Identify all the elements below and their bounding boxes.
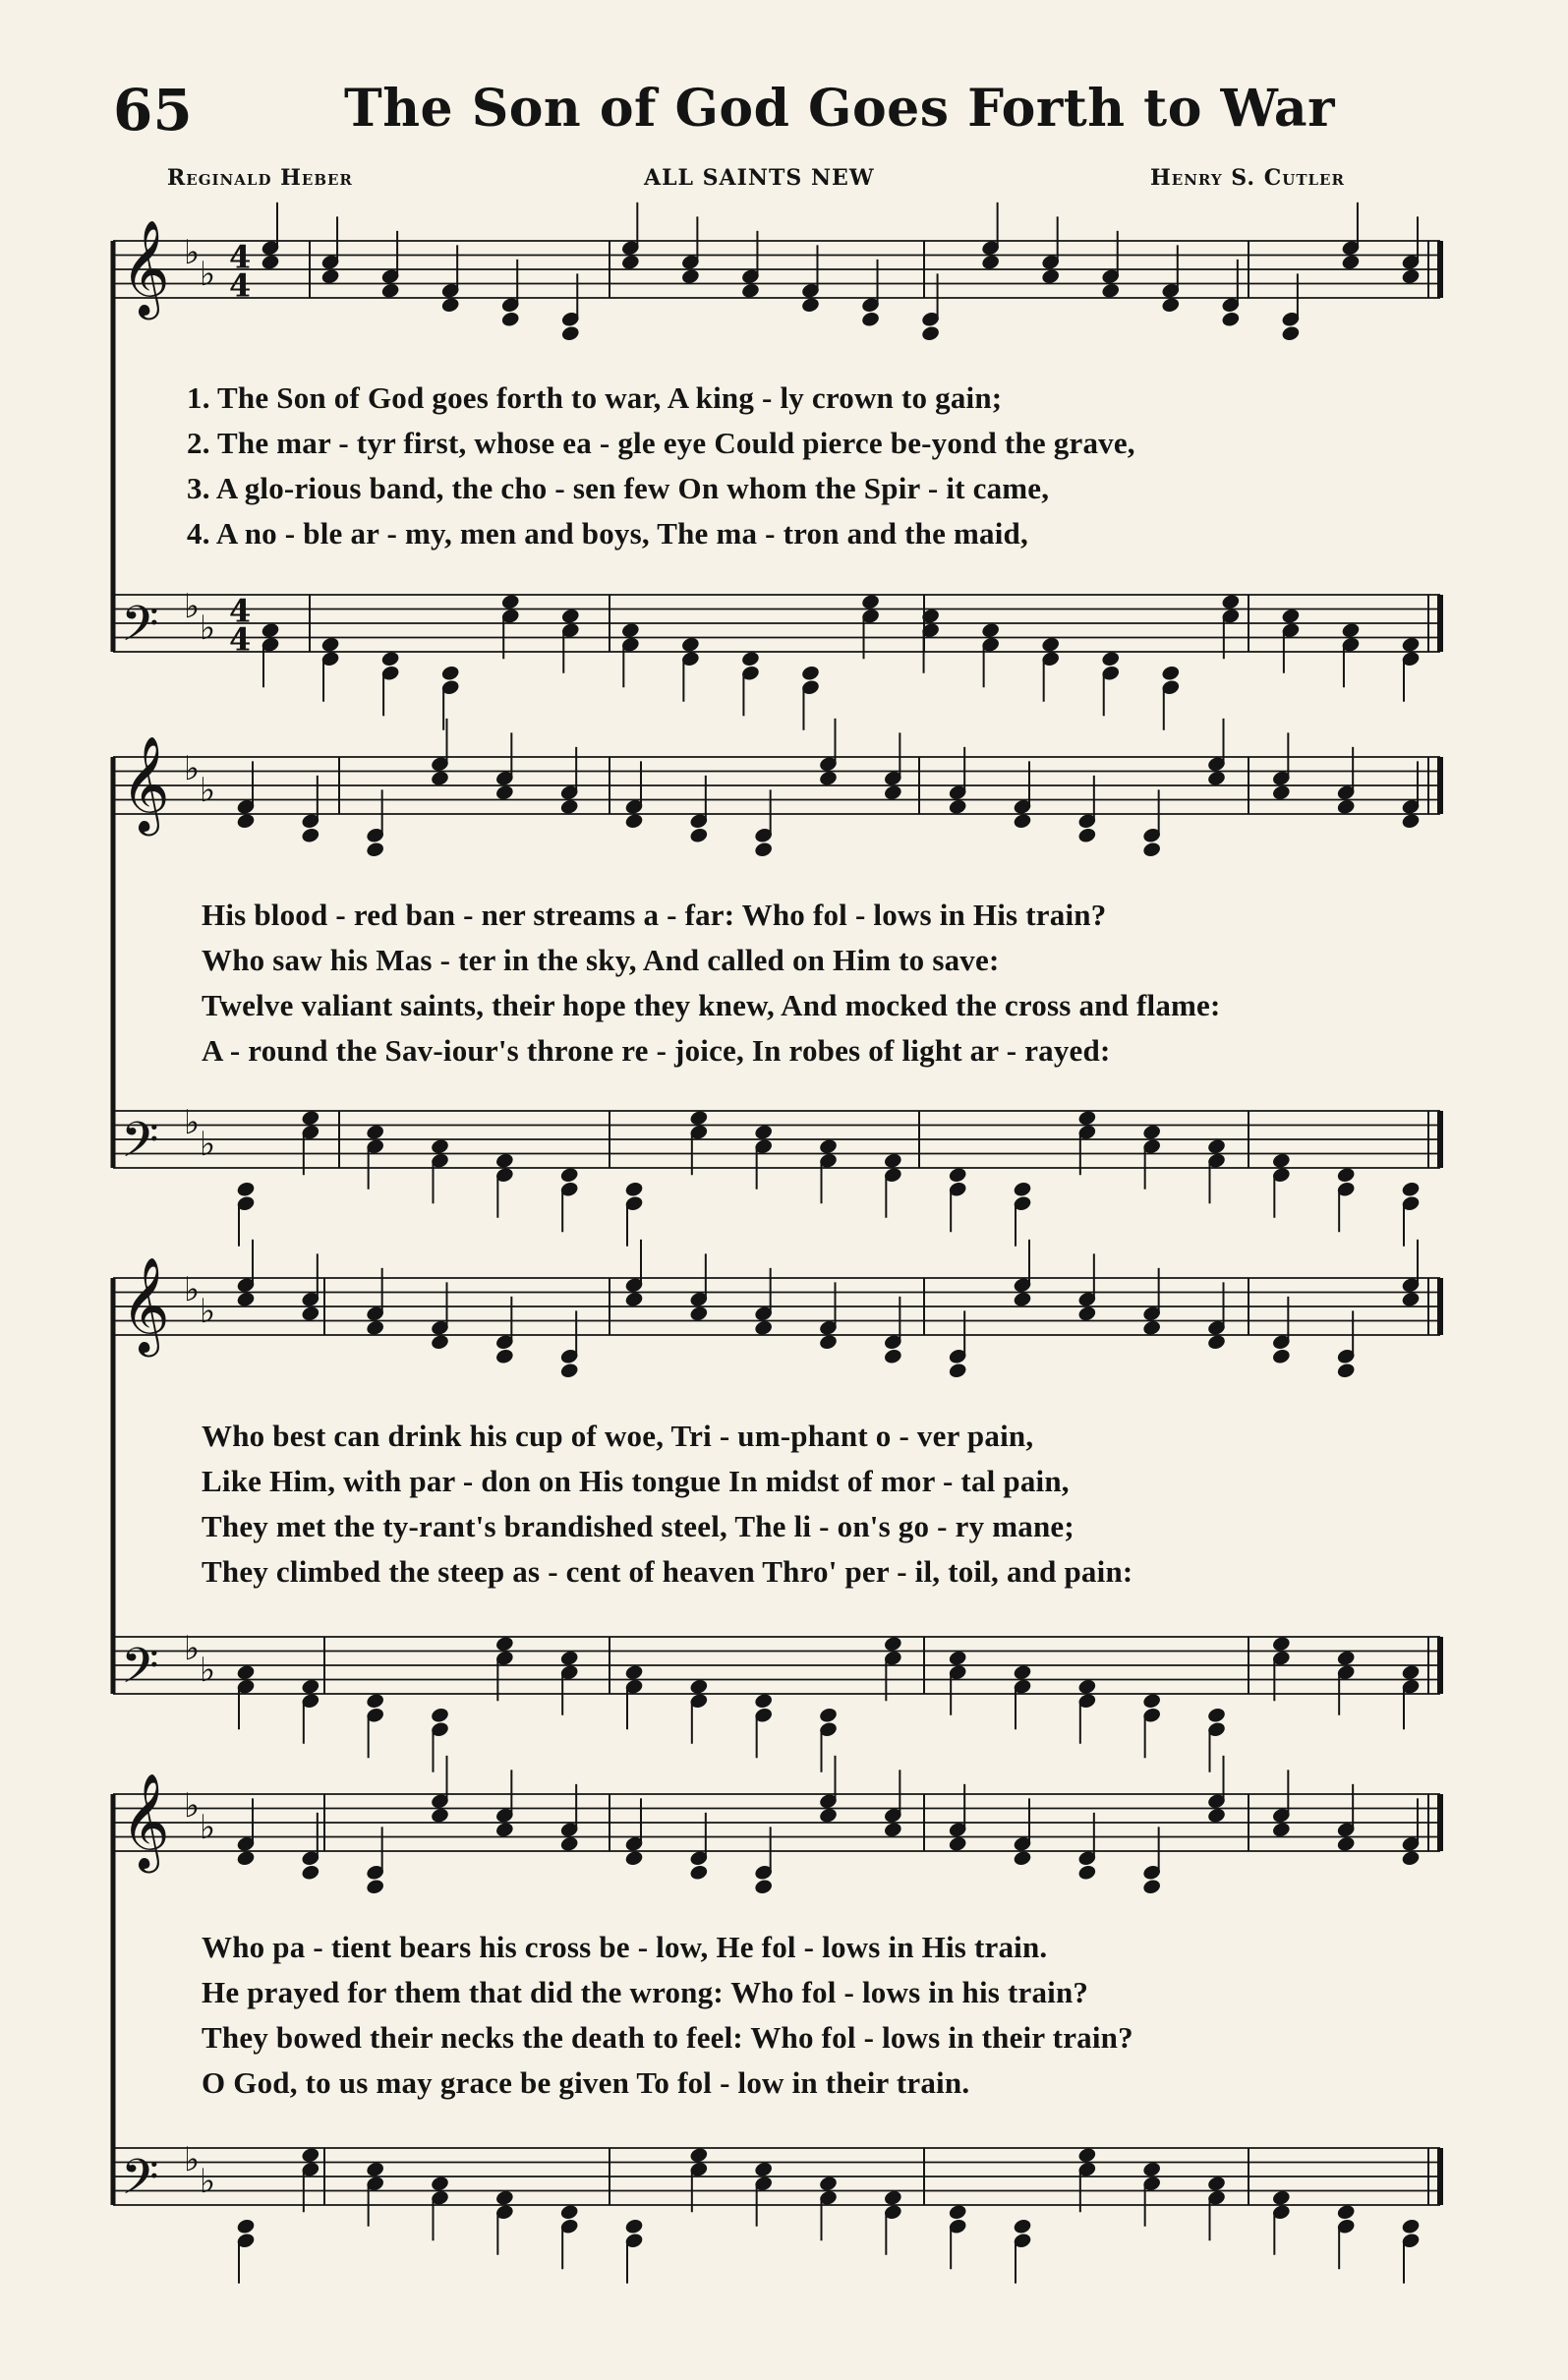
time-signature: 4: [229, 592, 252, 630]
lyric-line: 3. A glo-rious band, the cho - sen few On whom the Spir - it came,: [187, 471, 1050, 505]
note-head: [365, 1319, 384, 1337]
note-head: [559, 1166, 579, 1184]
note-head: [365, 1692, 384, 1710]
note-head: [1336, 2203, 1356, 2221]
note-head: [800, 296, 820, 314]
lyric-line: They bowed their necks the death to feel: Who fol - lows in their train?: [202, 2020, 1133, 2055]
note-head: [1013, 1291, 1032, 1308]
note-head: [500, 593, 520, 610]
note-head: [1401, 1849, 1421, 1867]
note-head: [1206, 1137, 1226, 1155]
note-head: [1336, 1650, 1356, 1667]
note-head: [689, 1678, 709, 1696]
note-head: [1271, 784, 1291, 801]
note-head: [1077, 1864, 1097, 1882]
time-signature: 4: [229, 620, 252, 659]
treble-clef-icon: 𝄞: [121, 1256, 170, 1353]
note-head: [380, 650, 400, 668]
note-head: [494, 1635, 514, 1653]
flat-sign-icon: ♭: [184, 233, 201, 273]
flat-sign-icon: ♭: [184, 749, 201, 789]
note-head: [818, 1707, 838, 1724]
note-head: [236, 812, 256, 830]
flat-sign-icon: ♭: [200, 2161, 216, 2201]
note-head: [620, 254, 640, 271]
note-head: [883, 784, 902, 801]
time-signature: 4: [229, 266, 252, 305]
note-head: [1336, 798, 1356, 816]
note-head: [559, 2203, 579, 2221]
flat-sign-icon: ♭: [184, 2140, 201, 2180]
note-head: [500, 311, 520, 328]
note-head: [689, 827, 709, 844]
note-head: [1101, 282, 1121, 300]
note-head: [430, 1333, 449, 1351]
note-head: [1401, 1181, 1421, 1198]
flat-sign-icon: ♭: [184, 1786, 201, 1827]
note-head: [948, 798, 967, 816]
note-head: [1401, 636, 1421, 654]
note-head: [753, 1878, 773, 1895]
flat-sign-icon: ♭: [184, 587, 201, 627]
hymn-title: The Son of God Goes Forth to War: [344, 79, 1335, 139]
note-head: [430, 770, 449, 787]
bass-clef-icon: 𝄢: [121, 2149, 159, 2218]
flat-sign-icon: ♭: [184, 1629, 201, 1669]
note-head: [689, 2146, 709, 2164]
note-head: [430, 1137, 449, 1155]
note-head: [560, 608, 580, 625]
lyric-line: He prayed for them that did the wrong: Who fol - lows in his train?: [202, 1975, 1089, 2009]
note-head: [1141, 1319, 1161, 1337]
note-head: [1401, 1291, 1421, 1308]
note-head: [753, 1692, 773, 1710]
note-head: [559, 1650, 579, 1667]
note-head: [689, 1305, 709, 1322]
note-head: [560, 324, 580, 342]
note-head: [1206, 1707, 1226, 1724]
note-head: [1336, 1835, 1356, 1853]
note-head: [236, 1181, 256, 1198]
note-head: [980, 621, 1000, 639]
note-head: [948, 1835, 967, 1853]
note-head: [818, 770, 838, 787]
note-head: [365, 841, 384, 858]
note-head: [883, 1635, 902, 1653]
note-head: [689, 1864, 709, 1882]
note-head: [1206, 2175, 1226, 2192]
note-head: [1161, 665, 1181, 682]
flat-sign-icon: ♭: [200, 1650, 216, 1690]
note-head: [494, 2189, 514, 2207]
flat-sign-icon: ♭: [184, 1103, 201, 1143]
note-head: [430, 1707, 449, 1724]
note-head: [320, 267, 340, 285]
hymn-number: 65: [113, 77, 193, 144]
lyric-line: O God, to us may grace be given To fol - low in their train.: [202, 2065, 970, 2100]
music-credit: Henry S. Cutler: [1150, 165, 1345, 191]
note-head: [860, 311, 880, 328]
flat-sign-icon: ♭: [200, 770, 216, 810]
note-head: [1401, 1663, 1421, 1681]
note-head: [365, 1878, 384, 1895]
note-head: [1281, 608, 1301, 625]
note-head: [261, 621, 280, 639]
note-head: [753, 841, 773, 858]
note-head: [1271, 2189, 1291, 2207]
note-head: [494, 1348, 514, 1365]
note-head: [559, 1362, 579, 1379]
note-head: [236, 1849, 256, 1867]
note-head: [1221, 311, 1241, 328]
note-head: [818, 1137, 838, 1155]
note-head: [1221, 593, 1241, 610]
note-head: [689, 1109, 709, 1127]
note-head: [818, 1333, 838, 1351]
note-head: [380, 282, 400, 300]
note-head: [624, 1663, 644, 1681]
note-head: [1271, 1635, 1291, 1653]
note-head: [1336, 1166, 1356, 1184]
note-head: [1271, 1821, 1291, 1838]
note-head: [261, 254, 280, 271]
note-head: [818, 1807, 838, 1825]
note-head: [494, 1152, 514, 1170]
lyric-line: They climbed the steep as - cent of heaven Thro' per - il, toil, and pain:: [202, 1554, 1133, 1589]
note-head: [1077, 827, 1097, 844]
note-head: [753, 1124, 773, 1141]
note-head: [430, 1807, 449, 1825]
lyric-line: 4. A no - ble ar - my, men and boys, The ma - tron and the maid,: [187, 516, 1028, 551]
note-head: [740, 650, 760, 668]
note-head: [1013, 1849, 1032, 1867]
treble-clef-icon: 𝄞: [121, 1772, 170, 1869]
note-head: [624, 2218, 644, 2235]
note-head: [1141, 1692, 1161, 1710]
note-head: [559, 1835, 579, 1853]
treble-clef-icon: 𝄞: [121, 735, 170, 832]
lyric-line: Who pa - tient bears his cross be - low, He fol - lows in His train.: [202, 1930, 1048, 1964]
note-head: [620, 621, 640, 639]
note-head: [1013, 1663, 1032, 1681]
note-head: [1206, 1333, 1226, 1351]
lyric-line: Twelve valiant saints, their hope they knew, And mocked the cross and flame:: [202, 988, 1221, 1022]
note-head: [883, 1152, 902, 1170]
note-head: [1077, 2146, 1097, 2164]
note-head: [1206, 1807, 1226, 1825]
note-head: [680, 636, 700, 654]
note-head: [1401, 267, 1421, 285]
note-head: [301, 1864, 320, 1882]
lyric-line: Like Him, with par - don on His tongue In midst of mor - tal pain,: [202, 1464, 1070, 1498]
flat-sign-icon: ♭: [200, 1124, 216, 1164]
note-head: [860, 593, 880, 610]
lyric-line: A - round the Sav-iour's throne re - joice, In robes of light ar - rayed:: [202, 1033, 1111, 1068]
note-head: [1077, 1305, 1097, 1322]
note-head: [301, 1678, 320, 1696]
note-head: [301, 1109, 320, 1127]
note-head: [1013, 812, 1032, 830]
note-head: [1013, 2218, 1032, 2235]
note-head: [236, 1291, 256, 1308]
note-head: [365, 1124, 384, 1141]
lyric-line: 2. The mar - tyr first, whose ea - gle eye Could pierce be-yond the grave,: [187, 426, 1135, 460]
note-head: [1040, 267, 1060, 285]
note-head: [680, 267, 700, 285]
note-head: [1206, 770, 1226, 787]
note-head: [301, 1305, 320, 1322]
note-head: [494, 784, 514, 801]
note-head: [800, 665, 820, 682]
note-head: [365, 2161, 384, 2178]
note-head: [430, 2175, 449, 2192]
note-head: [1141, 1878, 1161, 1895]
note-head: [1141, 841, 1161, 858]
note-head: [624, 1181, 644, 1198]
note-head: [236, 1663, 256, 1681]
note-head: [1281, 324, 1301, 342]
flat-sign-icon: ♭: [200, 1807, 216, 1847]
note-head: [948, 1650, 967, 1667]
note-head: [1077, 1678, 1097, 1696]
note-head: [883, 2189, 902, 2207]
note-head: [1141, 2161, 1161, 2178]
note-head: [1077, 1109, 1097, 1127]
note-head: [1271, 1348, 1291, 1365]
note-head: [1271, 1152, 1291, 1170]
note-head: [624, 812, 644, 830]
note-head: [1101, 650, 1121, 668]
note-head: [1341, 254, 1361, 271]
lyric-line: 1. The Son of God goes forth to war, A king - ly crown to gain;: [187, 380, 1003, 415]
note-head: [301, 827, 320, 844]
note-head: [559, 798, 579, 816]
note-head: [753, 1319, 773, 1337]
note-head: [883, 1348, 902, 1365]
note-head: [624, 1849, 644, 1867]
flat-sign-icon: ♭: [200, 1291, 216, 1331]
note-head: [440, 665, 460, 682]
note-head: [883, 1821, 902, 1838]
note-head: [1401, 2218, 1421, 2235]
tune-name: ALL SAINTS NEW: [644, 165, 875, 191]
flat-sign-icon: ♭: [184, 1270, 201, 1310]
lyric-line: Who best can drink his cup of woe, Tri - um-phant o - ver pain,: [202, 1419, 1034, 1453]
note-head: [920, 324, 940, 342]
note-head: [753, 2161, 773, 2178]
flat-sign-icon: ♭: [200, 608, 216, 648]
note-head: [301, 2146, 320, 2164]
note-head: [948, 1166, 967, 1184]
note-head: [1336, 1362, 1356, 1379]
note-head: [1040, 636, 1060, 654]
time-signature: 4: [229, 238, 252, 276]
note-head: [1141, 1124, 1161, 1141]
lyric-line: His blood - red ban - ner streams a - far: Who fol - lows in His train?: [202, 898, 1107, 932]
flat-sign-icon: ♭: [200, 254, 216, 294]
note-head: [494, 1821, 514, 1838]
note-head: [1161, 296, 1181, 314]
note-head: [440, 296, 460, 314]
treble-clef-icon: 𝄞: [121, 219, 170, 316]
note-head: [948, 2203, 967, 2221]
note-head: [236, 2218, 256, 2235]
note-head: [948, 1362, 967, 1379]
lyric-line: Who saw his Mas - ter in the sky, And called on Him to save:: [202, 943, 1000, 977]
note-head: [624, 1291, 644, 1308]
note-head: [1341, 621, 1361, 639]
note-head: [320, 636, 340, 654]
lyric-line: They met the ty-rant's brandished steel, The li - on's go - ry mane;: [202, 1509, 1074, 1543]
note-head: [818, 2175, 838, 2192]
note-head: [740, 282, 760, 300]
note-head: [1401, 812, 1421, 830]
words-credit: Reginald Heber: [167, 165, 353, 191]
note-head: [1013, 1181, 1032, 1198]
bass-clef-icon: 𝄢: [121, 1638, 159, 1707]
bass-clef-icon: 𝄢: [121, 1112, 159, 1181]
note-head: [980, 254, 1000, 271]
bass-clef-icon: 𝄢: [121, 596, 159, 665]
